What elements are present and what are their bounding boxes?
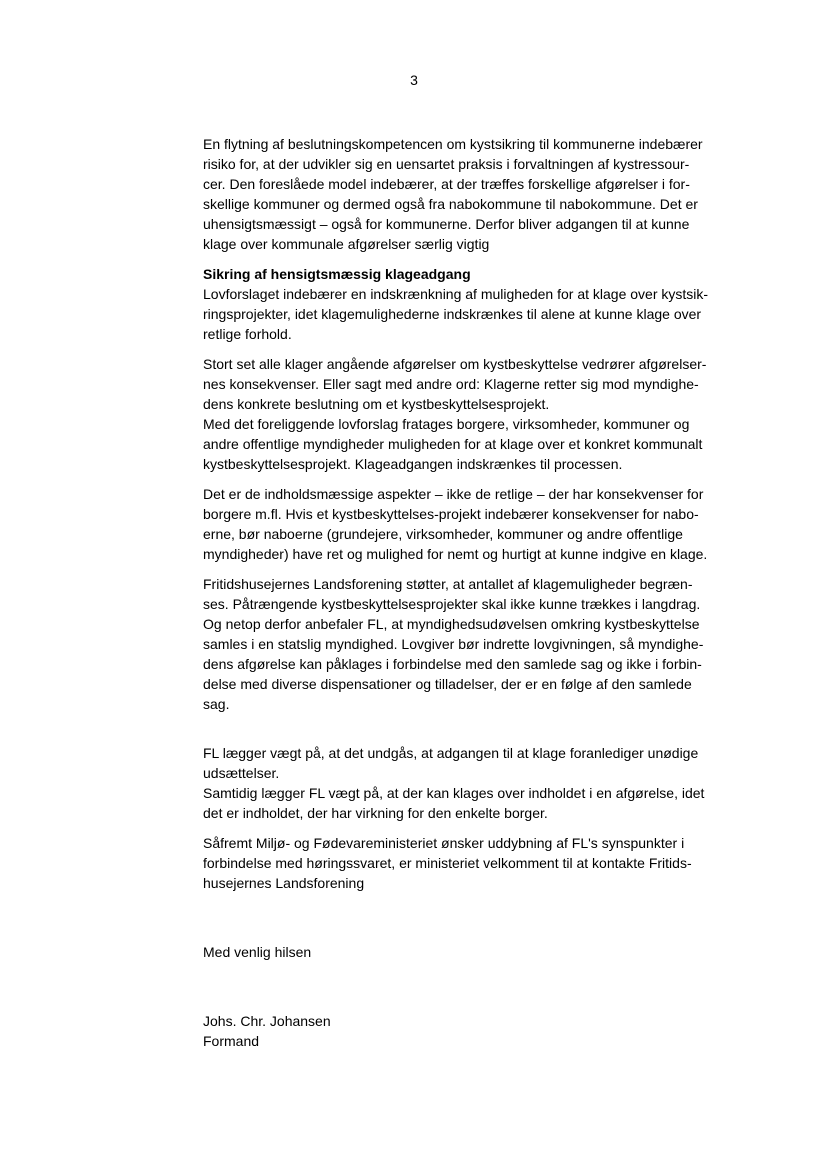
closing bbox=[203, 942, 738, 962]
text-line: borgere m.fl. Hvis et kystbeskyttelses-projekt indebærer konsekvenser for nabo- bbox=[203, 506, 699, 522]
paragraph-spacer bbox=[203, 344, 738, 354]
text-line: Det er de indholdsmæssige aspekter – ikke de retlige – der har konsekvenser for bbox=[203, 486, 704, 502]
text-line: udsættelser. bbox=[203, 765, 280, 781]
text-line: skellige kommuner og dermed også fra nabokommune til nabokommune. Det er bbox=[203, 196, 698, 212]
text-line: ses. Påtrængende kystbeskyttelsesprojekter skal ikke kunne trækkes i langdrag. bbox=[203, 596, 701, 612]
signature-title: Formand bbox=[203, 1033, 260, 1049]
text-line: En flytning af beslutningskompetencen om kystsikring til kommunerne indebærer bbox=[203, 136, 703, 152]
signature-name: Johs. Chr. Johansen bbox=[203, 1013, 331, 1029]
text-line: nes konsekvenser. Eller sagt med andre ord: Klagerne retter sig mod myndighe- bbox=[203, 376, 699, 392]
letter-body bbox=[203, 134, 738, 1051]
text-line: klage over kommunale afgørelser særlig vigtig bbox=[203, 236, 490, 252]
text-line: samles i en statslig myndighed. Lovgiver bør indrette lovgivningen, så myndighe- bbox=[203, 636, 704, 652]
paragraph-spacer bbox=[203, 254, 738, 264]
paragraph-fl-stoetter bbox=[203, 574, 738, 714]
text-line: Med det foreliggende lovforslag fratages borgere, virksomheder, kommuner og bbox=[203, 416, 690, 432]
text-line: Stort set alle klager angående afgørelser om kystbeskyttelse vedrører afgørelser- bbox=[203, 356, 707, 372]
text-line: Lovforslaget indebærer en indskrænkning af muligheden for at klage over kystsik- bbox=[203, 286, 709, 302]
text-line: uhensigtsmæssigt – også for kommunerne. Derfor bliver adgangen til at kunne bbox=[203, 216, 690, 232]
text-line: dens konkrete beslutning om et kystbeskyttelsesprojekt. bbox=[203, 396, 550, 412]
text-line: delse med diverse dispensationer og tilladelser, der er en følge af den samlede bbox=[203, 676, 692, 692]
paragraph-spacer bbox=[203, 564, 738, 574]
paragraph-kommunal-kompetence bbox=[203, 134, 738, 254]
signature-block bbox=[203, 1011, 738, 1051]
text-line: Fritidshusejernes Landsforening støtter, at antallet af klagemuligheder begræn- bbox=[203, 576, 693, 592]
text-line: myndigheder) have ret og mulighed for nemt og hurtigt at kunne indgive en klage. bbox=[203, 546, 708, 562]
text-line: Samtidig lægger FL vægt på, at der kan klages over indholdet i en afgørelse, idet bbox=[203, 785, 705, 801]
paragraph-spacer bbox=[203, 962, 738, 1011]
text-line: det er indholdet, der har virkning for den enkelte borger. bbox=[203, 805, 548, 821]
text-line: risiko for, at der udvikler sig en uensartet praksis i forvaltningen af kystressour- bbox=[203, 156, 690, 172]
text-line: Og netop derfor anbefaler FL, at myndighedsudøvelsen omkring kystbeskyttelse bbox=[203, 616, 700, 632]
page-number: 3 bbox=[410, 72, 418, 88]
section-heading: Sikring af hensigtsmæssig klageadgang bbox=[203, 266, 471, 282]
closing-greeting: Med venlig hilsen bbox=[203, 944, 312, 960]
text-line: kystbeskyttelsesprojekt. Klageadgangen indskrænkes til processen. bbox=[203, 456, 623, 472]
text-line: retlige forhold. bbox=[203, 326, 292, 342]
paragraph-spacer bbox=[203, 714, 738, 743]
paragraph-kontakt bbox=[203, 833, 738, 893]
text-line: husejernes Landsforening bbox=[203, 875, 365, 891]
paragraph-spacer bbox=[203, 893, 738, 942]
text-line: dens afgørelse kan påklages i forbindelse med den samlede sag og ikke i forbin- bbox=[203, 656, 702, 672]
text-line: ringsprojekter, idet klagemulighederne indskrænkes til alene at kunne klage over bbox=[203, 306, 702, 322]
paragraph-spacer bbox=[203, 474, 738, 484]
text-line: sag. bbox=[203, 696, 230, 712]
text-line: erne, bør naboerne (grundejere, virksomheder, kommuner og andre offentlige bbox=[203, 526, 683, 542]
text-line: cer. Den foreslåede model indebærer, at der træffes forskellige afgørelser i for- bbox=[203, 176, 690, 192]
paragraph-indholdsmaessige-aspekter bbox=[203, 484, 738, 564]
paragraph-klageadgang bbox=[203, 264, 738, 344]
text-line: Såfremt Miljø- og Fødevareministeriet ønsker uddybning af FL's synspunkter i bbox=[203, 835, 685, 851]
paragraph-fl-laegger-vaegt bbox=[203, 743, 738, 823]
paragraph-spacer bbox=[203, 823, 738, 833]
paragraph-konsekvenser bbox=[203, 354, 738, 474]
text-line: FL lægger vægt på, at det undgås, at adgangen til at klage foranlediger unødige bbox=[203, 745, 699, 761]
text-line: forbindelse med høringssvaret, er ministeriet velkomment til at kontakte Fritids- bbox=[203, 855, 692, 871]
text-line: andre offentlige myndigheder muligheden for at klage over et konkret kommunalt bbox=[203, 436, 703, 452]
